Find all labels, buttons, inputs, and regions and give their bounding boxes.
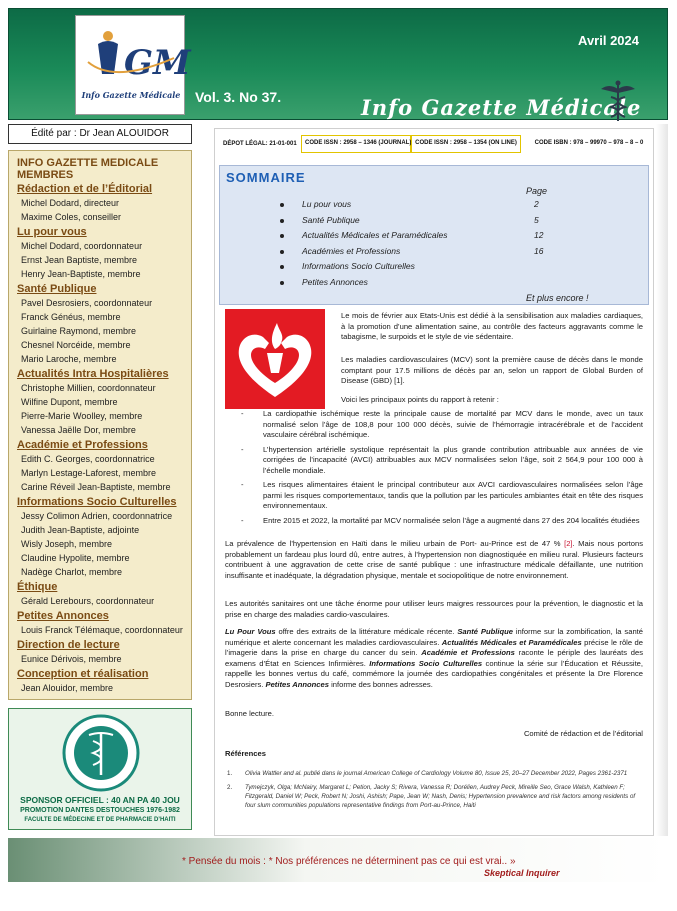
sommaire-item-label: Informations Socio Culturelles — [302, 261, 415, 271]
sidebar-section-title: Direction de lecture — [17, 639, 120, 651]
sommaire-list — [280, 199, 620, 292]
sommaire-item[interactable] — [280, 277, 620, 293]
sommaire-item-page: 2 — [534, 199, 539, 209]
legal-deposit-row — [219, 133, 651, 155]
haiti-text-b: . Mais nous portons probablement un fardeau plus lourd dû, entre autres, à l’hypertension non diagnostiquée en milieu rural. Plusieurs facteurs contribuent à une aggravation de cette crise de santé publique : une infrastructure médicale défaillante, une nutrition insuffisante et inadéquate, la dégradation physique, mentale et sociopolitique de notre environnement. — [225, 539, 643, 580]
key-point-text: L’hypertension artérielle systolique représentait la plus grande contribution attribuable aux années de vie corrigées de l’incapacité (AVCI) attribuables aux MCV normalisées selon l’âge, soit 2 564,9 pour 100 000 à l’échelle mondiale. — [263, 444, 643, 475]
sidebar-member: Michel Dodard, directeur — [21, 198, 120, 208]
sommaire-item[interactable] — [280, 230, 620, 246]
dash-bullet-icon: - — [241, 480, 244, 489]
reference-text: Tymejczyk, Olga; McNairy, Margaret L; Petion, Jacky S; Rivera, Vanessa R; Dorélien, Audrey Peck, Mireille Seo, Grace Walsh, Kathleen F; Fitzgerald, Daniel W; Peck, Robert N; Joshi, Ashish; Pape, Jean W; Nash, Denis; Hypertension prevalence and risk factors among residents of four slum communities populations representative findings from Port-au-Prince, Haiti — [245, 784, 636, 809]
sommaire-item-page: 16 — [534, 245, 544, 256]
sidebar-member: Mario Laroche, membre — [21, 354, 117, 364]
bullet-icon — [280, 265, 284, 269]
svg-text:GM: GM — [124, 43, 191, 83]
thought-of-month: * Pensée du mois : * Nos préférences ne déterminent pas ce qui est vrai.. » — [182, 856, 516, 867]
section-description: informe des bonnes adresses. — [328, 679, 433, 689]
section-description: continue la série sur l’Éducation et Réussite, rappelle les bonnes vertus du café, commémore la journée des cardiopathies congénitales et présente la Dre Florence Desrosiers. — [225, 658, 644, 689]
sidebar-section-title: Actualités Intra Hospitalières — [17, 368, 169, 380]
sidebar-member: Nadège Charlot, membre — [21, 567, 123, 577]
sidebar-section-title: Petites Annonces — [17, 610, 109, 622]
sidebar-title: INFO GAZETTE MEDICALE MEMBRES — [17, 157, 159, 181]
sidebar-member: Jean Alouidor, membre — [21, 683, 114, 693]
key-point-text: La cardiopathie ischémique reste la principale cause de mortalité par MCV dans le monde, avec un taux normalisé selon l’âge de 108,8 pour 100 000 décès, suivie de l’hémorragie intracérébrale et de l’accident vasculaire cérébral ischémique. — [263, 409, 643, 439]
mcv-paragraph: Les maladies cardiovasculaires (MCV) sont la première cause de décès dans le monde comptant pour 17.5 millions de décès par an, selon un rapport de Global Burden of Disease (GBD) [1]. — [341, 355, 643, 385]
sidebar-member: Eunice Dérivois, membre — [21, 654, 122, 664]
igm-logo — [75, 15, 191, 115]
sponsor-faculty: FACULTE DE MÉDECINE ET DE PHARMACIE D’HAITI — [24, 817, 176, 823]
page-edge-shadow — [656, 124, 668, 836]
sommaire-item[interactable] — [280, 261, 620, 277]
sidebar-member: Gérald Lerebours, coordonnateur — [21, 596, 155, 606]
haiti-hypertension-paragraph — [225, 539, 643, 581]
sidebar-member: Wilfine Dupont, membre — [21, 397, 118, 407]
sidebar-member: Chesnel Norcéide, membre — [21, 340, 131, 350]
key-point-item — [231, 516, 643, 527]
masthead — [8, 8, 668, 120]
sidebar-member: Pavel Desrosiers, coordonnateur — [21, 298, 153, 308]
sidebar-member: Judith Jean-Baptiste, adjointe — [21, 525, 140, 535]
reference-number: 2. — [227, 784, 233, 791]
key-point-item — [231, 480, 643, 512]
signature: Comité de rédaction et de l’éditorial — [523, 729, 643, 738]
sidebar-section-title: Santé Publique — [17, 283, 97, 295]
sommaire-item-label: Actualités Médicales et Paramédicales — [302, 230, 448, 240]
issn-online: CODE ISSN : 2958 – 1354 (ON LINE) — [411, 135, 521, 153]
sidebar-section-title: Rédaction et de l’Éditorial — [17, 183, 153, 195]
sponsor-title: SPONSOR OFFICIEL : 40 AN PA 40 JOU — [20, 795, 180, 805]
sidebar-member: Claudine Hypolite, membre — [21, 553, 130, 563]
section-name: Santé Publique — [457, 627, 513, 636]
sidebar-member: Carine Réveil Jean-Baptiste, membre — [21, 482, 171, 492]
editor-credit: Édité par : Dr Jean ALOUIDOR — [8, 124, 192, 144]
sponsor-promotion: PROMOTION DANTES DESTOUCHES 1976-1982 — [20, 807, 180, 814]
sidebar-member: Louis Franck Télémaque, coordonnateur — [21, 625, 183, 635]
reference-text: Olivia Wattler and al. publié dans le journal American College of Cardiology Volume 80, Issue 25, 20–27 December 2022, Pages 2361-2371 — [245, 770, 628, 777]
dash-bullet-icon: - — [241, 515, 244, 525]
dash-bullet-icon: - — [241, 409, 244, 418]
sidebar-member: Franck Généus, membre — [21, 312, 121, 322]
references-list — [227, 769, 643, 815]
bullet-icon — [280, 250, 284, 254]
issue-volume: Vol. 3. No 37. — [195, 89, 282, 105]
sidebar-member: Michel Dodard, coordonnateur — [21, 241, 143, 251]
haiti-text-a: La prévalence de l’hypertension en Haïti dans le milieu urbain de Port- au-Prince est de 47 % — [225, 539, 565, 548]
sommaire-item-label: Santé Publique — [302, 214, 360, 225]
sidebar-member: Wisly Joseph, membre — [21, 539, 113, 549]
sidebar-member: Guirlaine Raymond, membre — [21, 326, 137, 336]
sidebar-section-title: Informations Socio Culturelles — [17, 496, 177, 508]
sections-summary-paragraph — [225, 627, 643, 690]
section-description: informe sur la zombification, la santé numérique et alerte concernant les maladies cardiovasculaires. — [225, 627, 644, 647]
table-of-contents — [219, 165, 649, 305]
main-column — [214, 128, 654, 836]
reference-item — [227, 783, 643, 810]
sommaire-page-header: Page — [526, 186, 548, 196]
key-point-text: Entre 2015 et 2022, la mortalité par MCV normalisée selon l’âge a augmenté dans 27 des 204 localités étudiées — [263, 515, 640, 525]
footer-banner — [8, 838, 668, 882]
members-sidebar — [8, 150, 192, 700]
sommaire-item-label: Lu pour vous — [302, 199, 352, 209]
sidebar-section-title: Éthique — [17, 581, 58, 593]
depot-legal: DÉPOT LÉGAL: 21-01-001 — [223, 141, 297, 147]
sommaire-item-label: Petites Annonces — [302, 276, 368, 287]
sommaire-item-page: 12 — [534, 230, 544, 240]
sommaire-item[interactable] — [280, 215, 620, 231]
bullet-icon — [280, 281, 284, 285]
section-description: précise le rôle de l’imagerie dans la prise en charge du cancer du sein. — [225, 637, 643, 657]
isbn-code: CODE ISBN : 978 – 99970 – 978 – 8 – 0 — [525, 135, 653, 153]
sidebar-section-title: Conception et réalisation — [17, 668, 149, 680]
sommaire-item-page: 5 — [534, 214, 539, 225]
publication-title: Info Gazette Médicale — [361, 95, 642, 120]
sponsor-box — [8, 708, 192, 830]
thought-author: Skeptical Inquirer — [484, 868, 560, 878]
closing-line: Bonne lecture. — [225, 709, 274, 718]
key-point-text: Les risques alimentaires étaient le principal contributeur aux AVCI cardiovasculaires normalisées selon l’âge parmi les risques comportementaux, tandis que la pollution par les particules ambiantes était en tête des risques environnementaux. — [263, 480, 643, 510]
sommaire-item[interactable] — [280, 246, 620, 262]
sidebar-member: Henry Jean-Baptiste, membre — [21, 269, 141, 279]
caduceus-icon — [599, 79, 637, 123]
reference-link-2[interactable]: [2] — [564, 539, 573, 548]
authorities-paragraph: Les autorités sanitaires ont une tâche énorme pour utiliser leurs maigres ressources pour la prévention, le diagnostic et la prise en charge des maladies cardio-vasculaires. — [225, 599, 643, 619]
bullet-icon — [280, 203, 284, 207]
sidebar-member: Christophe Millien, coordonnateur — [21, 383, 156, 393]
sidebar-member: Jessy Colimon Adrien, coordonnatrice — [21, 511, 173, 521]
faculty-seal-icon — [61, 713, 141, 793]
key-point-item — [231, 409, 643, 441]
igm-logo-icon — [84, 22, 191, 92]
sidebar-member: Ernst Jean Baptiste, membre — [21, 255, 138, 265]
sidebar-sections — [17, 183, 185, 695]
section-name: Informations Socio Culturelles — [369, 658, 483, 668]
reference-number: 1. — [227, 770, 233, 777]
key-point-item — [231, 445, 643, 477]
sommaire-item[interactable] — [280, 199, 620, 215]
references-title: Références — [225, 749, 266, 758]
sidebar-section-title: Académie et Professions — [17, 439, 148, 451]
logo-caption: Info Gazette Médicale — [81, 90, 181, 100]
reference-item — [227, 769, 643, 778]
issn-journal: CODE ISSN : 2958 – 1346 (JOURNAL) — [301, 135, 411, 153]
key-points-lead: Voici les principaux points du rapport à retenir : — [341, 395, 499, 404]
bullet-icon — [280, 234, 284, 238]
bullet-icon — [280, 219, 284, 223]
key-points-list — [231, 409, 643, 530]
heart-torch-icon — [225, 309, 325, 409]
intro-paragraph: Le mois de février aux Etats-Unis est dédié à la sensibilisation aux maladies cardiaques, à la promotion d’une alimentation saine, au contrôle des facteurs aggravants comme le tabagisme, le surpoids et le style de vie sédentaire. — [341, 311, 643, 341]
sidebar-member: Pierre-Marie Woolley, membre — [21, 411, 143, 421]
sidebar-member: Marlyn Lestage-Laforest, membre — [21, 468, 157, 478]
section-name: Actualités Médicales et Paramédicales — [441, 637, 582, 647]
sommaire-item-label: Académies et Professions — [302, 245, 401, 256]
section-description: offre des extraits de la littérature médicale récente. — [275, 627, 458, 636]
section-name: Lu Pour Vous — [225, 627, 276, 636]
section-name: Petites Annonces — [265, 679, 329, 689]
sidebar-member: Maxime Coles, conseiller — [21, 212, 122, 222]
sidebar-member: Edith C. Georges, coordonnatrice — [21, 454, 155, 464]
section-name: Académie et Professions — [421, 648, 515, 657]
issue-date: Avril 2024 — [578, 33, 639, 48]
dash-bullet-icon: - — [241, 444, 244, 454]
sommaire-more: Et plus encore ! — [526, 293, 589, 303]
sidebar-section-title: Lu pour vous — [17, 226, 87, 238]
sommaire-title: SOMMAIRE — [226, 170, 306, 185]
sidebar-member: Vanessa Jaëlle Dor, membre — [21, 425, 136, 435]
section-description: raconte le périple des lauréats des examens d’État en Sciences Infirmières. — [225, 648, 643, 668]
